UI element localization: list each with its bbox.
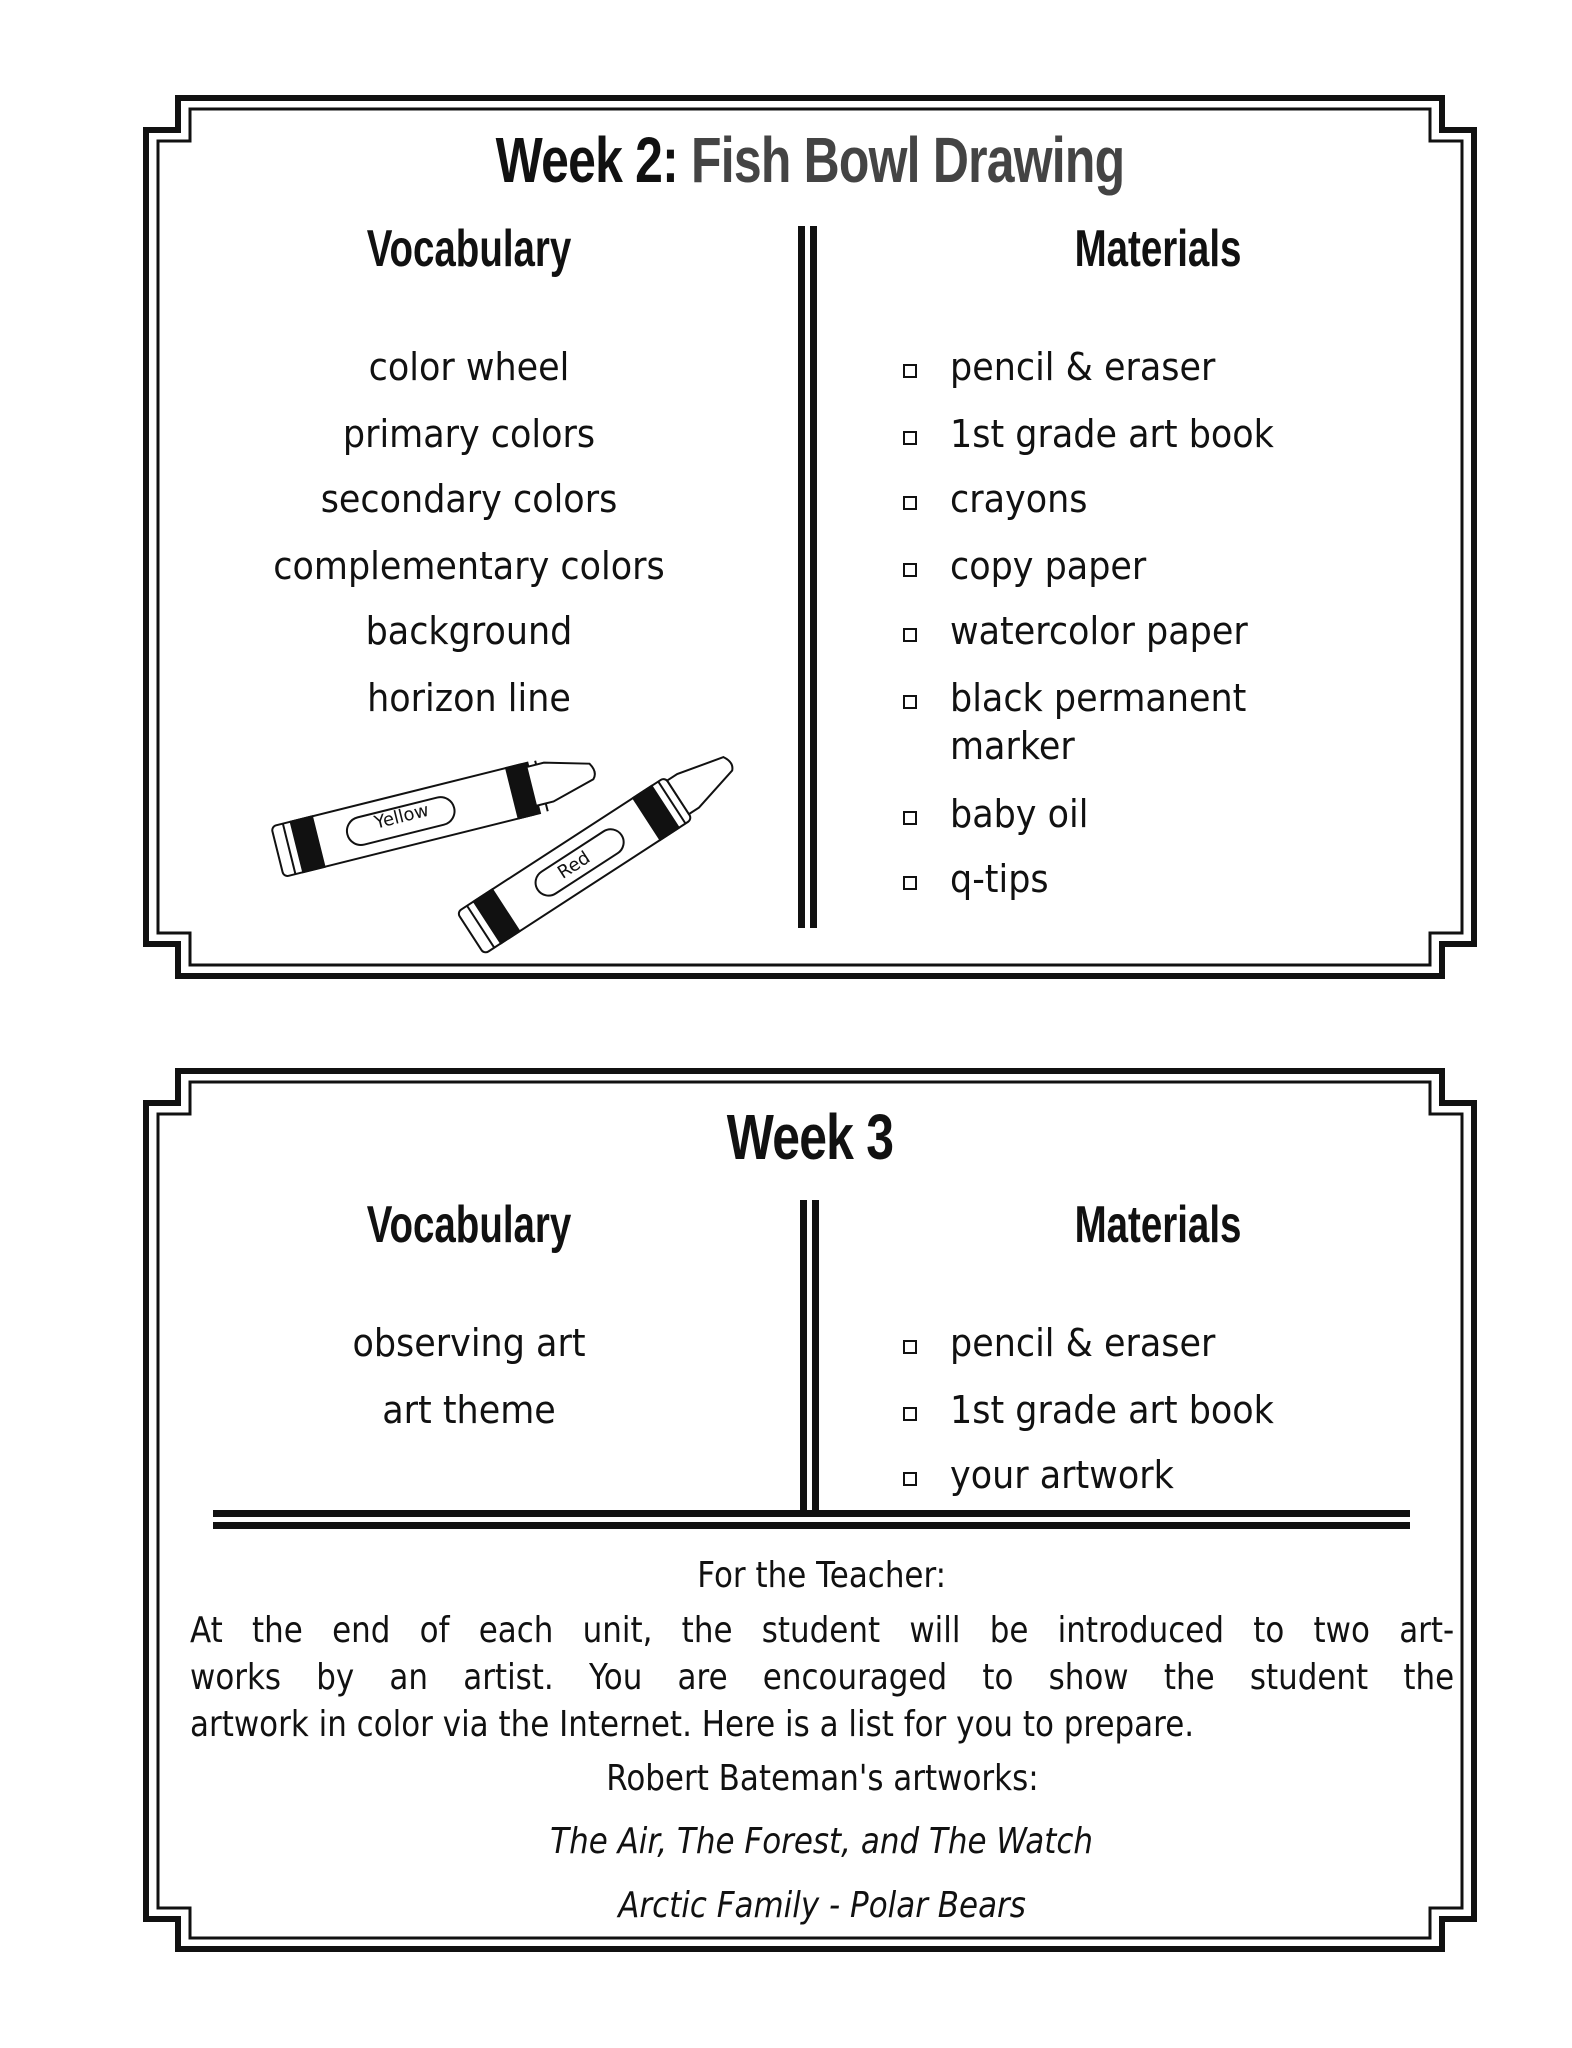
vocabulary-item: secondary colors (320, 477, 618, 521)
material-label: 1st grade art book (950, 1388, 1274, 1432)
week2-title-prefix: Week 2: (495, 124, 678, 196)
week2-title (290, 124, 1331, 196)
week2-vocabulary-heading: Vocabulary (366, 220, 572, 278)
week3-vocabulary-heading: Vocabulary (366, 1196, 572, 1254)
artwork-title-text: The Air, The Forest, and The Watch (550, 1821, 1094, 1862)
checkbox-icon[interactable] (903, 695, 917, 709)
artwork-title (190, 1884, 1454, 1928)
checkbox-icon[interactable] (903, 1407, 917, 1421)
material-label: your artwork (950, 1453, 1174, 1497)
checkbox-icon[interactable] (903, 1340, 917, 1354)
material-label: watercolor paper (950, 609, 1248, 653)
checkbox-icon[interactable] (903, 431, 917, 445)
checkbox-icon[interactable] (903, 364, 917, 378)
week3-materials-heading: Materials (1074, 1196, 1242, 1254)
week2-title-topic: Fish Bowl Drawing (691, 124, 1125, 196)
week3-rule-top (213, 1510, 1410, 1517)
vocabulary-item: color wheel (368, 345, 570, 389)
week3-divider-right (812, 1200, 819, 1516)
vocabulary-item: background (365, 609, 573, 653)
vocabulary-item: horizon line (367, 676, 571, 720)
checkbox-icon[interactable] (903, 1472, 917, 1486)
checkbox-icon[interactable] (903, 811, 917, 825)
vocabulary-item: observing art (352, 1321, 586, 1365)
teacher-paragraph-text: artwork in color via the Internet. Here is a list for you to prepare. (190, 1704, 1195, 1745)
week3-divider-left (800, 1200, 807, 1516)
artist-line (190, 1757, 1454, 1801)
vocabulary-item: primary colors (342, 412, 596, 456)
material-label: crayons (950, 477, 1088, 521)
material-label: pencil & eraser (950, 1321, 1216, 1365)
material-label: baby oil (950, 792, 1089, 836)
teacher-heading (190, 1554, 1454, 1598)
teacher-heading-text: For the Teacher: (697, 1555, 947, 1596)
red-crayon-label: Red (553, 847, 595, 884)
material-label-continued: marker (950, 724, 1075, 768)
checkbox-icon[interactable] (903, 876, 917, 890)
week2-divider-right (810, 226, 817, 928)
artwork-title-text: Arctic Family - Polar Bears (618, 1885, 1026, 1926)
material-label: pencil & eraser (950, 345, 1216, 389)
teacher-paragraph-text: At the end of each unit, the student will be introduced to two art- (190, 1610, 1455, 1651)
yellow-crayon-label: Yellow (372, 799, 432, 834)
week2-materials-heading: Materials (1074, 220, 1242, 278)
vocabulary-item: art theme (382, 1388, 556, 1432)
teacher-paragraph-line (190, 1703, 1454, 1747)
checkbox-icon[interactable] (903, 496, 917, 510)
material-label: q-tips (950, 857, 1049, 901)
teacher-paragraph-line (190, 1656, 1454, 1700)
material-label: 1st grade art book (950, 412, 1274, 456)
material-label: black permanent (950, 676, 1247, 720)
artist-line-text: Robert Bateman's artworks: (605, 1758, 1039, 1799)
checkbox-icon[interactable] (903, 563, 917, 577)
week3-title: Week 3 (726, 1101, 894, 1173)
week2-divider-left (798, 226, 805, 928)
week3-rule-bottom (213, 1522, 1410, 1529)
teacher-paragraph-line (190, 1609, 1454, 1653)
vocabulary-item: complementary colors (273, 544, 665, 588)
crayons-illustration (271, 743, 745, 954)
checkbox-icon[interactable] (903, 628, 917, 642)
material-label: copy paper (950, 544, 1147, 588)
teacher-paragraph-text: works by an artist. You are encouraged to show the student the (190, 1657, 1455, 1698)
artwork-title (190, 1820, 1454, 1864)
